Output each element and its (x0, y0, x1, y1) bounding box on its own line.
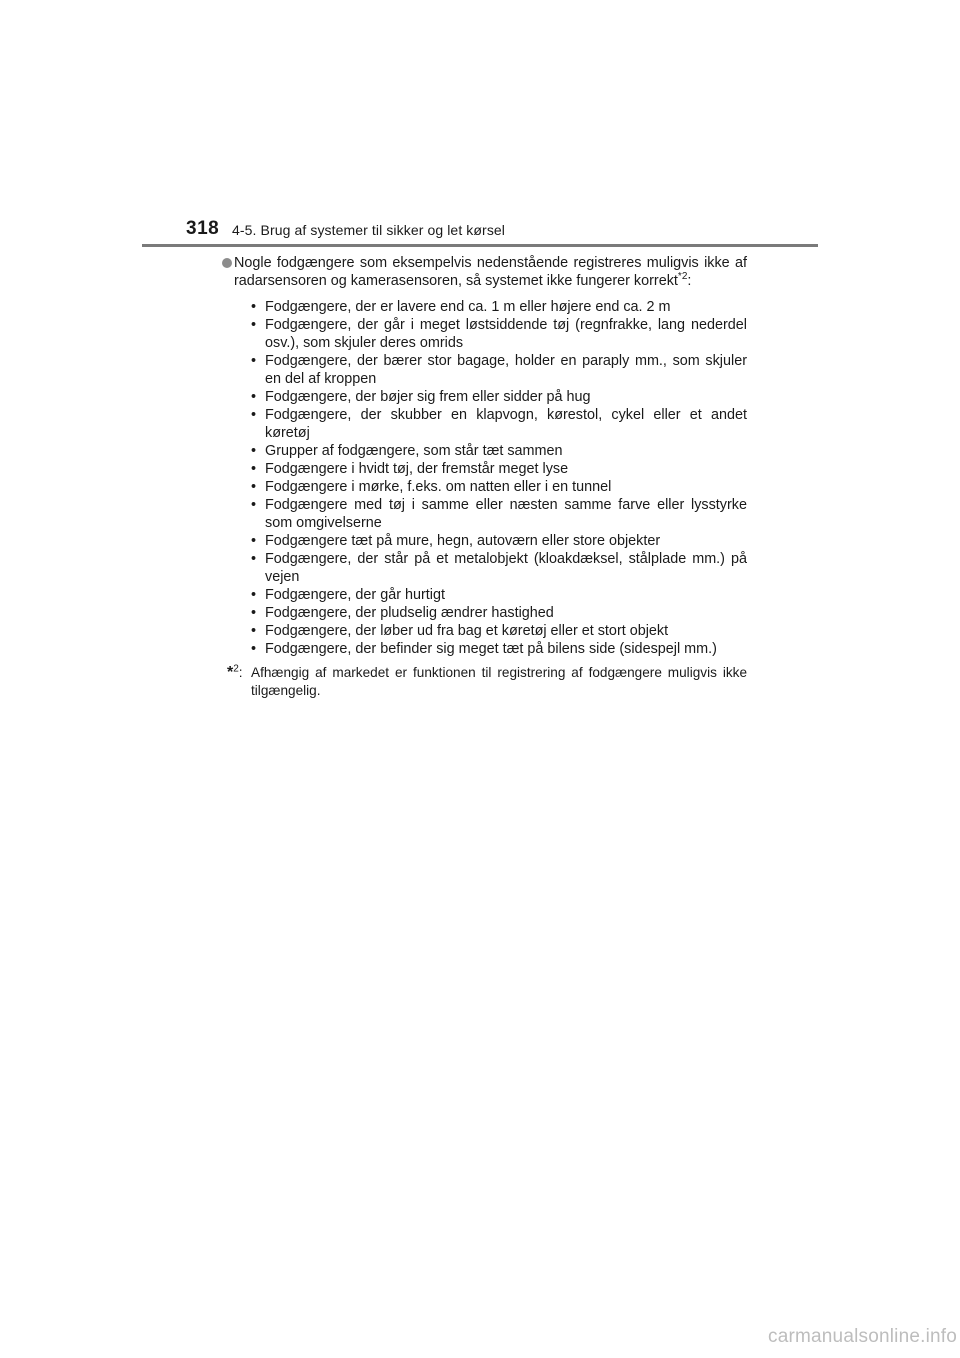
footnote (222, 664, 747, 700)
list-item: • Fodgængere i hvidt tøj, der fremstår meget lyse (251, 460, 747, 478)
list-item: • Fodgængere, der pludselig ændrer hastighed (251, 604, 747, 622)
footnote-reference: *2 (677, 271, 688, 283)
watermark: carmanualsonline.info (768, 1326, 958, 1347)
footnote-text: Afhængig af markedet er funktionen til registrering af fodgængere muligvis ikke tilgængelig. (251, 665, 747, 698)
list-item: • Fodgængere, der går i meget løstsiddende tøj (regnfrakke, lang nederdel osv.), som skjuler deres omrids (251, 316, 747, 352)
list-item: • Fodgængere, der står på et metalobjekt (kloakdæksel, stålplade mm.) på vejen (251, 550, 747, 586)
list-item: • Fodgængere, der løber ud fra bag et køretøj eller et stort objekt (251, 622, 747, 640)
list-item: • Fodgængere tæt på mure, hegn, autoværn eller store objekter (251, 532, 747, 550)
pedestrian-list (222, 298, 747, 658)
list-item: • Fodgængere, der går hurtigt (251, 586, 747, 604)
page-number: 318 (186, 218, 220, 239)
intro-text: Nogle fodgængere som eksempelvis nedenstående registreres muligvis ikke af radarsensoren og kamerasensoren, så systemet ikke fungerer korrekt (234, 255, 747, 289)
list-item: • Fodgængere med tøj i samme eller næsten samme farve eller lysstyrke som omgivelserne (251, 496, 747, 532)
list-item: • Fodgængere, der bøjer sig frem eller sidder på hug (251, 388, 747, 406)
page-content (222, 254, 747, 700)
list-item: • Fodgængere, der skubber en klapvogn, kørestol, cykel eller et andet køretøj (251, 406, 747, 442)
list-item: • Fodgængere, der bærer stor bagage, holder en paraply mm., som skjuler en del af kroppen (251, 352, 747, 388)
footnote-star: * (227, 664, 234, 681)
intro-paragraph (222, 254, 747, 290)
list-item: • Fodgængere i mørke, f.eks. om natten eller i en tunnel (251, 478, 747, 496)
intro-colon: : (687, 273, 692, 289)
footnote-marker (227, 664, 243, 682)
footnote-number: 2 (233, 663, 239, 675)
list-item: • Fodgængere, der er lavere end ca. 1 m eller højere end ca. 2 m (251, 298, 747, 316)
list-item: • Fodgængere, der befinder sig meget tæt på bilens side (sidespejl mm.) (251, 640, 747, 658)
section-title: 4-5. Brug af systemer til sikker og let kørsel (232, 222, 506, 238)
list-item: • Grupper af fodgængere, som står tæt sammen (251, 442, 747, 460)
footnote-colon: : (238, 665, 243, 680)
header-divider (142, 244, 818, 247)
circle-bullet-icon (222, 258, 232, 268)
